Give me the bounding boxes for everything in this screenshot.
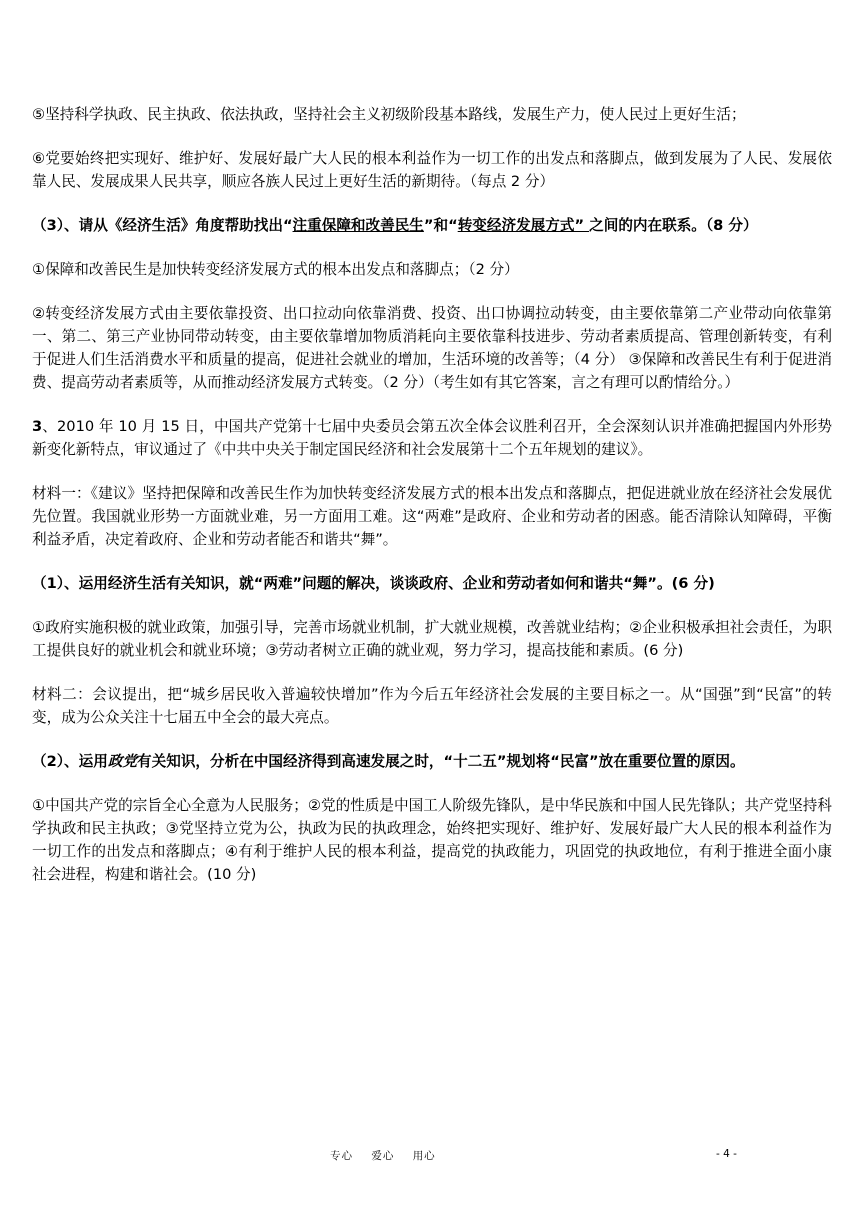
answer-sub2: ①中国共产党的宗旨全心全意为人民服务；②党的性质是中国工人阶级先锋队，是中华民族和中国人民先锋队；共产党坚持科学执政和民主执政；③党坚持立党为公，执政为民的执政理念，始终把实现好、维护好、发展好最广大人民的根本利益作为一切工作的出发点和落脚点；④有利于维护人民的根本利益，提高党的执政能力，巩固党的执政地位，有利于推进全面小康社会进程，构建和谐社会。(10 分): [32, 797, 832, 883]
question-sub1: （1）、运用经济生活有关知识，就“两难”问题的解决，谈谈政府、企业和劳动者如何和谐共“舞”。(6 分): [32, 575, 715, 592]
footer-word-3: 用心: [412, 1150, 436, 1162]
question-3-sub3: [32, 214, 832, 237]
question-text: 、2010 年 10 月 15 日，中国共产党第十七届中央委员会第五次全体会议胜利召开，全会深刻认识并准确把握国内外形势新变化新特点，审议通过了《中共中央关于制定国民经济和社会发展第十二个五年规划的建议》。: [32, 418, 832, 458]
material-1: 材料一：《建议》坚持把保障和改善民生作为加快转变经济发展方式的根本出发点和落脚点，把促进就业放在经济社会发展优先位置。我国就业形势一方面就业难，另一方面用工难。这“两难”是政府、企业和劳动者的困惑。能否清除认知障碍，平衡利益矛盾，决定着政府、企业和劳动者能否和谐共“舞”。: [32, 485, 832, 548]
q3-text-e: 之间的内在联系。（8 分）: [589, 217, 758, 234]
q3-underlined-b: 转变经济发展方式”: [457, 217, 590, 234]
footer-word-1: 专心: [330, 1150, 353, 1162]
answer-point-6: ⑥党要始终把实现好、维护好、发展好最广大人民的根本利益作为一切工作的出发点和落脚点，做到发展为了人民、发展依靠人民、发展成果人民共享，顺应各族人民过上更好生活的新期待。（每点 2 分）: [32, 150, 832, 190]
material-2: 材料二：会议提出，把“城乡居民收入普遍较快增加”作为今后五年经济社会发展的主要目标之一。从“国强”到“民富”的转变，成为公众关注十七届五中全会的最大亮点。: [32, 686, 832, 726]
page-number: - 4 -: [716, 1148, 737, 1160]
q3-text-a: （3）、请从《经济生活》角度帮助找出“: [32, 217, 293, 234]
page-footer: [0, 1148, 860, 1168]
answer-sub1: ①政府实施积极的就业政策，加强引导，完善市场就业机制，扩大就业规模，改善就业结构；②企业积极承担社会责任，为职工提供良好的就业机会和就业环境；③劳动者树立正确的就业观，努力学习，提高技能和素质。(6 分): [32, 619, 832, 659]
answer-3-1: ①保障和改善民生是加快转变经济发展方式的根本出发点和落脚点；（2 分）: [32, 261, 519, 278]
q3-text-c: ”和“: [423, 217, 458, 234]
q2-text-c: 有关知识，分析在中国经济得到高速发展之时，“十二五”规划将“民富”放在重要位置的原因。: [137, 753, 745, 770]
q2-italic: 政党: [107, 753, 138, 770]
q2-text-a: （2）、运用: [32, 753, 108, 770]
answer-point-5: ⑤坚持科学执政、民主执政、依法执政，坚持社会主义初级阶段基本路线，发展生产力，使人民过上更好生活；: [32, 106, 746, 123]
question-sub2: [32, 750, 832, 773]
question-3-intro: [32, 415, 832, 461]
footer-word-2: 爱心: [371, 1150, 395, 1162]
answer-3-2: ②转变经济发展方式由主要依靠投资、出口拉动向依靠消费、投资、出口协调拉动转变，由主要依靠第二产业带动向依靠第一、第二、第三产业协同带动转变，由主要依靠增加物质消耗向主要依靠科技进步、劳动者素质提高、管理创新转变，有利于促进人们生活消费水平和质量的提高，促进社会就业的增加，生活环境的改善等；（4 分） ③保障和改善民生有利于促进消费、提高劳动者素质等，从而推动经济发展方式转变。（2 分）（考生如有其它答案，言之有理可以酌情给分。）: [32, 305, 832, 391]
footer-motto: [330, 1148, 450, 1163]
q3-underlined-a: 注重保障和改善民生: [292, 217, 424, 234]
document-body: [32, 103, 832, 886]
question-number: 3: [32, 418, 43, 435]
